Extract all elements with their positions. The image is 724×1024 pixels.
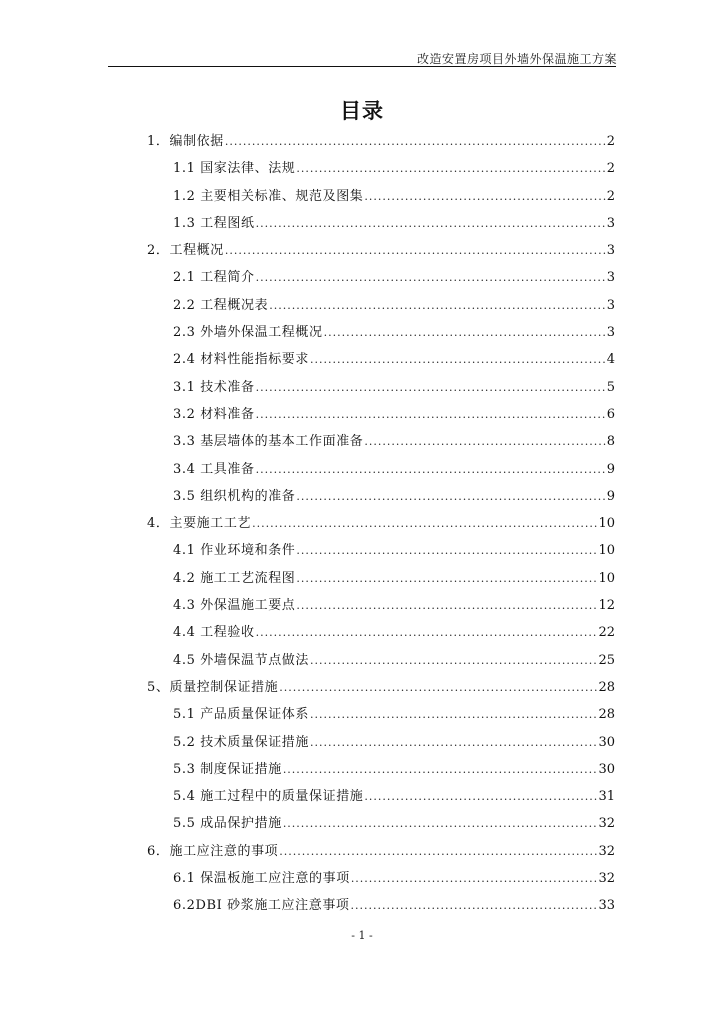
toc-entry-page: 22 (598, 625, 615, 641)
toc-dot-leader (279, 838, 597, 865)
toc-entry-page: 25 (598, 652, 615, 668)
toc-entry[interactable] (147, 892, 615, 919)
toc-dot-leader (296, 155, 605, 182)
toc-entry-page: 28 (598, 679, 615, 695)
toc-entry-label: 6.2DBI 砂浆施工应注意事项 (173, 898, 350, 914)
toc-entry[interactable] (147, 210, 615, 237)
toc-entry-label: 3.4 工具准备 (173, 461, 255, 477)
toc-dot-leader (225, 128, 606, 155)
toc-entry-page: 3 (606, 215, 615, 231)
toc-entry-label: 4.5 外墙保温节点做法 (173, 652, 310, 668)
toc-entry[interactable] (147, 729, 615, 756)
toc-dot-leader (283, 756, 598, 783)
toc-dot-leader (296, 483, 605, 510)
toc-entry[interactable] (147, 619, 615, 646)
toc-entry[interactable] (147, 292, 615, 319)
toc-entry-label: 5.3 制度保证措施 (173, 761, 282, 777)
header-rule (108, 66, 616, 67)
toc-entry-label: 6.1 保温板施工应注意的事项 (173, 871, 350, 887)
toc-dot-leader (269, 292, 606, 319)
toc-entry[interactable] (147, 510, 615, 537)
toc-entry-label: 3.1 技术准备 (173, 379, 255, 395)
toc-entry[interactable] (147, 128, 615, 155)
toc-entry[interactable] (147, 401, 615, 428)
toc-entry-page: 30 (598, 734, 615, 750)
toc-entry[interactable] (147, 783, 615, 810)
toc-dot-leader (252, 510, 597, 537)
toc-entry-label: 4.1 作业环境和条件 (173, 543, 296, 559)
toc-entry-label: 2.3 外墙外保温工程概况 (173, 325, 323, 341)
toc-entry[interactable] (147, 592, 615, 619)
toc-entry-page: 6 (606, 406, 615, 422)
toc-entry-label: 4．主要施工工艺 (147, 516, 252, 532)
toc-entry[interactable] (147, 264, 615, 291)
toc-entry-label: 4.4 工程验收 (173, 625, 255, 641)
toc-entry-label: 2.4 材料性能指标要求 (173, 352, 310, 368)
toc-dot-leader (351, 892, 598, 919)
toc-dot-leader (296, 537, 597, 564)
toc-dot-leader (364, 183, 605, 210)
toc-entry[interactable] (147, 319, 615, 346)
toc-entry-page: 32 (598, 843, 615, 859)
toc-entry[interactable] (147, 374, 615, 401)
toc-entry[interactable] (147, 155, 615, 182)
toc-entry-label: 3.5 组织机构的准备 (173, 488, 296, 504)
toc-entry-label: 5.4 施工过程中的质量保证措施 (173, 789, 364, 805)
toc-entry[interactable] (147, 838, 615, 865)
toc-entry[interactable] (147, 865, 615, 892)
toc-entry[interactable] (147, 183, 615, 210)
toc-title: 目录 (340, 99, 384, 123)
toc-dot-leader (364, 428, 605, 455)
toc-dot-leader (296, 592, 597, 619)
table-of-contents (147, 128, 615, 920)
toc-entry[interactable] (147, 701, 615, 728)
toc-dot-leader (310, 346, 606, 373)
toc-entry-page: 30 (598, 761, 615, 777)
toc-entry-page: 32 (598, 871, 615, 887)
toc-entry-page: 32 (598, 816, 615, 832)
toc-dot-leader (310, 647, 597, 674)
toc-entry-label: 1.2 主要相关标准、规范及图集 (173, 188, 364, 204)
toc-entry-page: 2 (606, 134, 615, 149)
toc-entry-label: 5.5 成品保护措施 (173, 816, 282, 832)
toc-dot-leader (225, 237, 606, 264)
toc-entry-label: 1．编制依据 (147, 134, 224, 149)
toc-entry-label: 2.1 工程简介 (173, 270, 255, 286)
toc-entry-page: 33 (598, 898, 615, 914)
toc-entry[interactable] (147, 674, 615, 701)
toc-entry-page: 2 (606, 188, 615, 204)
toc-entry[interactable] (147, 428, 615, 455)
toc-entry-label: 4.3 外保温施工要点 (173, 598, 296, 614)
toc-dot-leader (256, 401, 606, 428)
toc-entry-page: 10 (598, 570, 615, 586)
toc-entry-page: 12 (598, 598, 615, 614)
running-header: 改造安置房项目外墙外保温施工方案 (416, 52, 617, 66)
toc-entry[interactable] (147, 483, 615, 510)
toc-entry-label: 5、质量控制保证措施 (147, 679, 279, 695)
toc-entry-page: 3 (606, 270, 615, 286)
toc-dot-leader (279, 674, 597, 701)
toc-entry-page: 3 (606, 325, 615, 341)
toc-entry[interactable] (147, 537, 615, 564)
toc-entry-page: 9 (606, 488, 615, 504)
toc-entry-page: 28 (598, 707, 615, 723)
toc-dot-leader (310, 729, 597, 756)
toc-entry[interactable] (147, 565, 615, 592)
toc-entry[interactable] (147, 756, 615, 783)
toc-entry-page: 3 (606, 243, 615, 259)
toc-entry-page: 5 (606, 379, 615, 395)
toc-dot-leader (351, 865, 598, 892)
toc-dot-leader (310, 701, 597, 728)
toc-entry-label: 2.2 工程概况表 (173, 297, 269, 313)
toc-entry-page: 9 (606, 461, 615, 477)
toc-dot-leader (256, 210, 606, 237)
toc-dot-leader (296, 565, 597, 592)
toc-entry-page: 4 (606, 352, 615, 368)
toc-entry-page: 8 (606, 434, 615, 450)
toc-dot-leader (283, 810, 598, 837)
toc-entry-page: 31 (598, 789, 615, 805)
toc-entry-page: 10 (598, 516, 615, 532)
toc-entry-label: 5.1 产品质量保证体系 (173, 707, 310, 723)
toc-entry-label: 3.2 材料准备 (173, 406, 255, 422)
toc-dot-leader (256, 619, 598, 646)
toc-entry[interactable] (147, 237, 615, 264)
toc-entry-page: 3 (606, 297, 615, 313)
toc-entry-label: 6．施工应注意的事项 (147, 843, 279, 859)
toc-entry-label: 3.3 基层墙体的基本工作面准备 (173, 434, 364, 450)
page-number: - 1 - (351, 929, 373, 942)
toc-entry[interactable] (147, 647, 615, 674)
toc-entry[interactable] (147, 810, 615, 837)
toc-entry-label: 5.2 技术质量保证措施 (173, 734, 310, 750)
toc-entry[interactable] (147, 456, 615, 483)
toc-entry-label: 2．工程概况 (147, 243, 224, 259)
toc-entry-label: 1.3 工程图纸 (173, 215, 255, 231)
toc-entry-label: 1.1 国家法律、法规 (173, 161, 296, 177)
toc-entry-label: 4.2 施工工艺流程图 (173, 570, 296, 586)
toc-entry-page: 2 (606, 161, 615, 177)
toc-dot-leader (256, 264, 606, 291)
toc-dot-leader (324, 319, 606, 346)
toc-entry-page: 10 (598, 543, 615, 559)
toc-dot-leader (256, 374, 606, 401)
toc-dot-leader (364, 783, 597, 810)
toc-dot-leader (256, 456, 606, 483)
toc-entry[interactable] (147, 346, 615, 373)
